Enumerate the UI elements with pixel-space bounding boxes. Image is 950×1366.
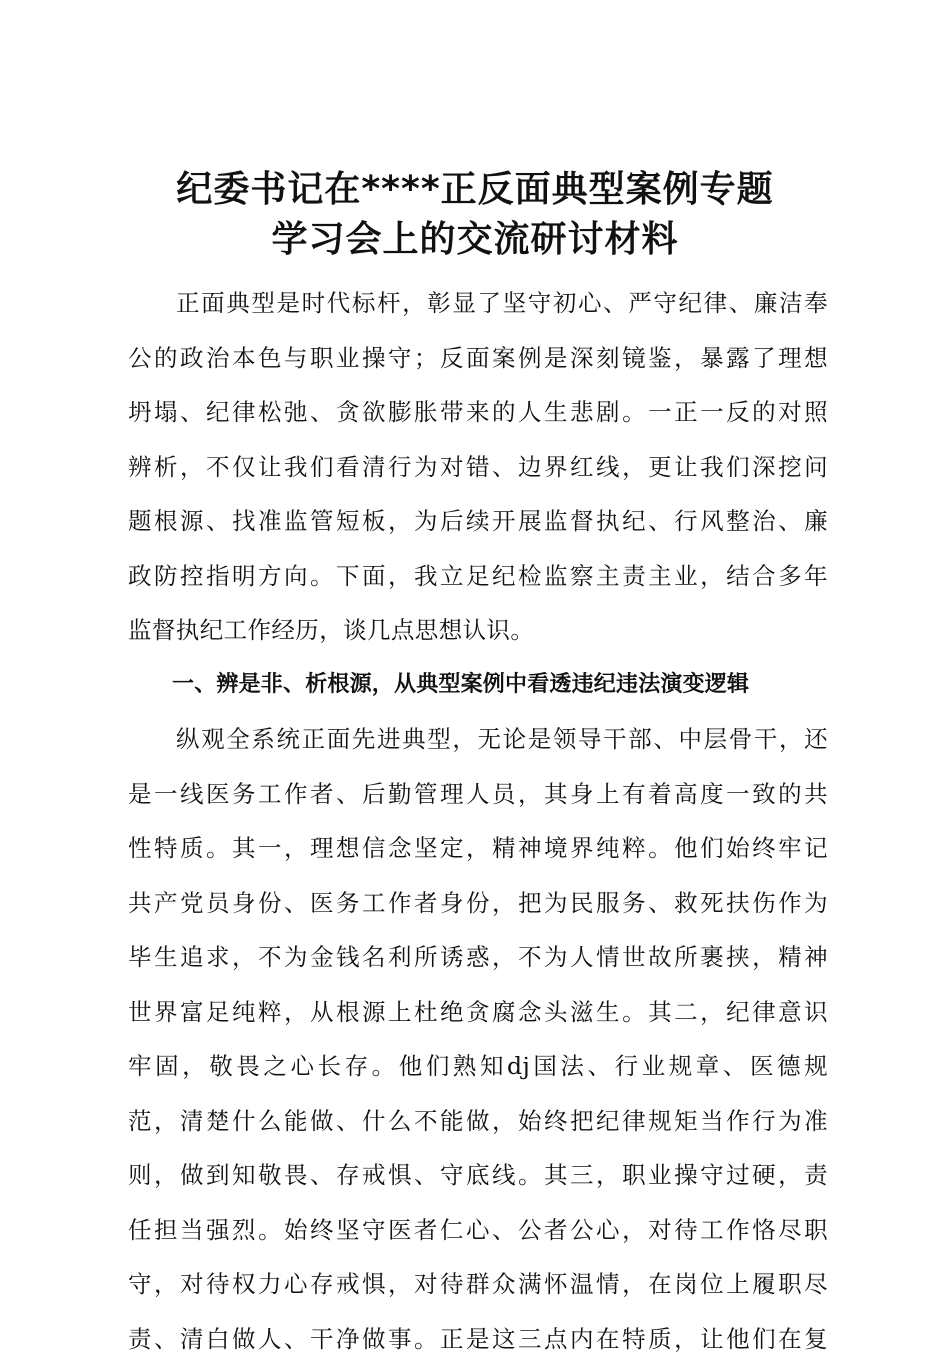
paragraph-line: 世界富足纯粹，从根源上杜绝贪腐念头滋生。其二，纪律意识	[128, 985, 828, 1040]
paragraph-line: 守，对待权力心存戒惧，对待群众满怀温情，在岗位上履职尽	[128, 1257, 828, 1312]
paragraph-line: 则，做到知敬畏、存戒惧、守底线。其三，职业操守过硬，责	[128, 1148, 828, 1203]
paragraph-line: 共产党员身份、医务工作者身份，把为民服务、救死扶伤作为	[128, 876, 828, 931]
paragraph-line: 是一线医务工作者、后勤管理人员，其身上有着高度一致的共	[128, 767, 828, 822]
paragraph-line: 牢固，敬畏之心长存。他们熟知dj国法、行业规章、医德规	[128, 1039, 828, 1094]
paragraph-line: 公的政治本色与职业操守；反面案例是深刻镜鉴，暴露了理想	[128, 331, 828, 386]
paragraph-line: 性特质。其一，理想信念坚定，精神境界纯粹。他们始终牢记	[128, 821, 828, 876]
paragraph-line: 题根源、找准监管短板，为后续开展监督执纪、行风整治、廉	[128, 494, 828, 549]
paragraph-line: 纵观全系统正面先进典型，无论是领导干部、中层骨干，还	[128, 712, 828, 767]
paragraph-line: 范，清楚什么能做、什么不能做，始终把纪律规矩当作行为准	[128, 1094, 828, 1149]
document-title-line-1: 纪委书记在****正反面典型案例专题	[0, 166, 950, 214]
paragraph-line: 责、清白做人、干净做事。正是这三点内在特质，让他们在复	[128, 1312, 828, 1366]
paragraph-line: 正面典型是时代标杆，彰显了坚守初心、严守纪律、廉洁奉	[128, 276, 828, 331]
paragraph-line: 政防控指明方向。下面，我立足纪检监察主责主业，结合多年	[128, 549, 828, 604]
paragraph-line: 任担当强烈。始终坚守医者仁心、公者公心，对待工作恪尽职	[128, 1203, 828, 1258]
paragraph-line: 坍塌、纪律松弛、贪欲膨胀带来的人生悲剧。一正一反的对照	[128, 385, 828, 440]
paragraph-line: 毕生追求，不为金钱名利所诱惑，不为人情世故所裹挟，精神	[128, 930, 828, 985]
paragraph-line: 辨析，不仅让我们看清行为对错、边界红线，更让我们深挖问	[128, 440, 828, 495]
paragraph-line: 监督执纪工作经历，谈几点思想认识。	[128, 603, 828, 658]
section-heading: 一、辨是非、析根源，从典型案例中看透违纪违法演变逻辑	[128, 658, 828, 713]
document-body	[128, 276, 828, 1366]
document-title-line-2: 学习会上的交流研讨材料	[0, 216, 950, 264]
